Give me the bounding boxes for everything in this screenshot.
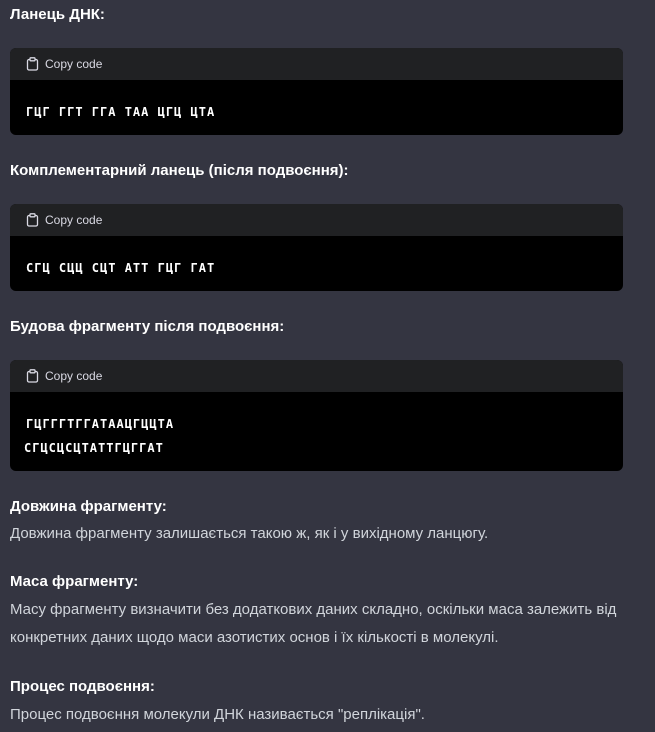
complement-code-block [10, 204, 623, 291]
structure-code-block [10, 360, 623, 471]
mass-text: Масу фрагменту визначити без додаткових даних складно, оскільки маса залежить від конкретних даних щодо маси азотистих основ і їх кількості в молекулі. [10, 601, 617, 646]
code-content [10, 80, 623, 124]
complement-heading: Комплементарний ланець (після подвоєння): [10, 162, 349, 179]
code-header [10, 48, 623, 80]
length-heading: Довжина фрагменту: [10, 498, 167, 515]
code-header [10, 204, 623, 236]
mass-heading: Маса фрагменту: [10, 573, 139, 590]
clipboard-icon [26, 369, 39, 383]
clipboard-icon [26, 213, 39, 227]
code-line: СГЦ СЦЦ СЦТ АТТ ГЦГ ГАТ [26, 261, 216, 275]
length-text: Довжина фрагменту залишається такою ж, як і у вихідному ланцюгу. [10, 525, 489, 542]
copy-code-label: Copy code [45, 57, 103, 71]
code-header [10, 360, 623, 392]
clipboard-icon [26, 57, 39, 71]
process-heading: Процес подвоєння: [10, 678, 155, 695]
structure-heading: Будова фрагменту після подвоєння: [10, 318, 285, 335]
chain-heading: Ланець ДНК: [10, 6, 105, 23]
code-content [10, 236, 623, 280]
code-line: ГЦГ ГГТ ГГА ТАА ЦГЦ ЦТА [26, 105, 216, 119]
code-line: СГЦСЦСЦТАТТГЦГГАТ [24, 441, 164, 455]
copy-code-button[interactable] [26, 57, 102, 71]
chain-code-block [10, 48, 623, 135]
copy-code-button[interactable] [26, 213, 102, 227]
copy-code-button[interactable] [26, 369, 102, 383]
code-line: ГЦГГГТГГАТААЦГЦЦТА [26, 417, 175, 431]
process-text: Процес подвоєння молекули ДНК називається "реплікація". [10, 706, 425, 723]
copy-code-label: Copy code [45, 369, 103, 383]
code-content [10, 392, 623, 460]
copy-code-label: Copy code [45, 213, 103, 227]
